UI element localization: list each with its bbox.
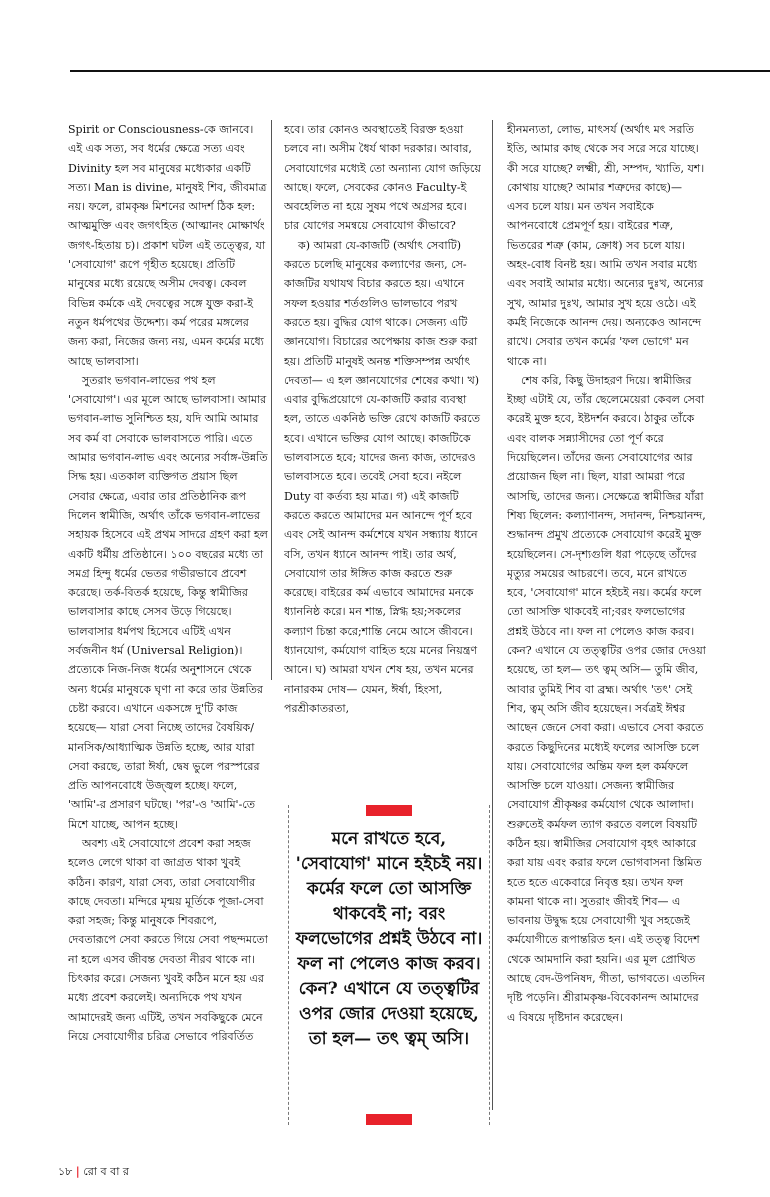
article-column-1	[68, 120, 268, 1110]
paragraph: সুতরাং ভগবান-লাভের পথ হল 'সেবাযোগ'। এর মূলে আছে ভালবাসা। আমার ভগবান-লাভ সুনিশ্চিত হয়, যদি আমি আমার সব কর্ম বা সেবাকে ভালবাসতে পারি। এতে আমার ভগবান-লাভ এবং অন্যের সর্বাঙ্গ-উন্নতি সিদ্ধ হয়। এতকাল ব্যক্তিগত প্রয়াস ছিল সেবার ক্ষেত্রে, এবার তার প্রতিষ্ঠানিক রূপ দিলেন স্বামীজি, অর্থাৎ তাঁকে ভগবান-লাভের সহায়ক হিসেবে এই প্রথম সাদরে গ্রহণ করা হল একটি ধর্মীয় প্রতিষ্ঠানে। ১০০ বছরের মধ্যে তা সমগ্র হিন্দু ধর্মের ভেতর গভীরভাবে প্রবেশ করেছে। তর্ক-বিতর্ক হয়েছে, কিন্তু স্বামীজির ভালবাসার কাছে সেসব উড়ে গিয়েছে। ভালবাসার ধর্মপথ হিসেবে এটিই এখন সর্বজনীন ধর্ম (Universal Religion)। প্রত্যেকে নিজ-নিজ ধর্মের অনুশাসনে থেকে অন্য ধর্মের মানুষকে ঘৃণা না করে তার উন্নতির চেষ্টা করবে। এখানে একসঙ্গে দু'টি কাজ হয়েছে— যারা সেবা নিচ্ছে তাদের বৈষয়িক/মানসিক/আধ্যাত্মিক উন্নতি হচ্ছে, আর যারা সেবা করছে, তারা ঈর্ষা, দ্বেষ ভুলে পরস্পরের প্রতি আপনবোধে উজ্জ্বল হচ্ছে। ফলে, 'আমি'-র প্রসারণ ঘটছে। 'পর'-ও 'আমি'-তে মিশে যাচ্ছে, আপন হচ্ছে।	[68, 373, 268, 831]
column-divider	[271, 120, 272, 680]
article-column-3	[507, 120, 707, 1110]
column-divider	[492, 120, 493, 1110]
page-number: ১৮	[58, 1165, 73, 1178]
paragraph: অবশ্য এই সেবাযোগে প্রবেশ করা সহজ হলেও লেগে থাকা বা জাগ্রত থাকা খুবই কঠিন। কারণ, যারা সেব্য, তারা সেবাযোগীর কাছে দেবতা। মন্দিরে মৃন্ময় মূর্তিকে পূজা-সেবা করা সহজ; কিন্তু মানুষকে শিবরূপে, দেবতারূপে সেবা করতে গিয়ে সেবা পছন্দমতো না হলে এসব জীবন্ত দেবতা নীরব থাকে না। চিৎকার করে। সেজন্য খুবই কঠিন মনে হয় এর মধ্যে প্রবেশ করলেই। অন্যদিকে পথ যখন আমাদেরই জন্য এটিই, তখন সবকিছুকে মেনে নিয়ে সেবাযোগীর চরিত্র সেভাবে পরিবর্তিত	[68, 836, 268, 1043]
pull-quote-top-bar	[366, 805, 412, 816]
article-column-2	[284, 120, 484, 790]
paragraph: হীনমন্যতা, লোভ, মাৎসর্য (অর্থাৎ মৎ সরতি ইতি, আমার কাছ থেকে সব সরে সরে যাচ্ছে। কী সরে যাচ্ছে? লক্ষ্মী, শ্রী, সম্পদ, খ্যাতি, যশ। কোথায় যাচ্ছে? আমার শত্রুদের কাছে)— এসব চলে যায়। মন তখন সবাইকে আপনবোধে প্রেমপূর্ণ হয়। বাইরের শত্রু, ভিতরের শত্রু (কাম, ক্রোধ) সব চলে যায়। অহং-বোধ বিনষ্ট হয়। আমি তখন সবার মধ্যে এবং সবাই আমার মধ্যে। অন্যের দুঃখ, অন্যের সুখ, আমার দুঃখ, আমার সুখ হয়ে ওঠে। এই কর্মই নিজেকে আনন্দ দেয়। অন্যকেও আনন্দে রাখে। সেবার তখন কর্মের 'ফল ভোগে' মন থাকে না।	[507, 123, 705, 368]
header-rule	[70, 70, 770, 72]
magazine-name: রো ব বা র	[83, 1165, 129, 1178]
footer-separator: |	[75, 1165, 80, 1178]
pull-quote-text: মনে রাখতে হবে, 'সেবাযোগ' মানে হইচই নয়। কর্মের ফলে তো আসক্তি থাকবেই না; বরং ফলভোগের প্রশ্নই উঠবে না। ফল না পেলেও কাজ করব। কেন? এখানে যে তত্ত্বটির ওপর জোর দেওয়া হয়েছে, তা হল— তৎ ত্বম্‌ অসি।	[295, 829, 483, 1049]
paragraph: Spirit or Consciousness-কে জানবে। এই এক সত্য, সব ধর্মের ক্ষেত্রে সত্য এবং Divinity হল সব মানুষের মধ্যেকার একটি সত্য। Man is divine, মানুষই শিব, জীবমাত্র নয়। ফলে, রামকৃষ্ণ মিশনের আদর্শ ঠিক হল: আত্মমুক্তি এবং জগৎহিত (আত্মানং মোক্ষার্থং জগৎ-হিতায় চ)। প্রকাশ ঘটল এই তত্ত্বের, যা 'সেবাযোগ' রূপে গৃহীত হয়েছে। প্রতিটি মানুষের মধ্যে রয়েছে অসীম দেবত্ব। কেবল বিভিন্ন কর্মকে এই দেবত্বের সঙ্গে যুক্ত করা-ই নতুন ধর্মপথের উদ্দেশ্য। কর্ম পরের মঙ্গলের জন্য করা, নিজের জন্য নয়, এমন কর্মের মধ্যে আছে ভালবাসা।	[68, 123, 267, 368]
pull-quote-box	[288, 805, 490, 1125]
paragraph: শেষ করি, কিছু উদাহরণ দিয়ে। স্বামীজির ইচ্ছা এটাই যে, তাঁর ছেলেমেয়েরা কেবল সেবা করেই মুক্ত হবে, ইষ্টদর্শন করবে। ঠাকুর তাঁকে এবং বালক সন্ন্যাসীদের তো পূর্ণ করে দিয়েছিলেন। তাঁদের জন্য সেবাযোগের আর প্রয়োজন ছিল না। ছিল, যারা আমরা পরে আসছি, তাদের জন্য। সেক্ষেত্রে স্বামীজির যাঁরা শিষ্য ছিলেন: কল্যাণানন্দ, সদানন্দ, নিশ্চয়ানন্দ, শুদ্ধানন্দ প্রমুখ প্রত্যেকে সেবাযোগ করেই মুক্ত হয়েছিলেন। সে-দৃশ্যগুলি ধরা পড়েছে তাঁদের মৃত্যুর সময়ের আচরণে। তবে, মনে রাখতে হবে, 'সেবাযোগ' মানে হইচই নয়। কর্মের ফলে তো আসক্তি থাকবেই না;বরং ফলভোগের প্রশ্নই উঠবে না। ফল না পেলেও কাজ করব। কেন? এখানে যে তত্ত্বটির ওপর জোর দেওয়া হয়েছে, তা হল— তৎ ত্বম্‌ অসি— তুমি জীব, আবার তুমিই শিব বা ব্রহ্ম। অর্থাৎ 'তৎ' সেই শিব, ত্বম্‌ অসি জীব হয়েছেন। সর্বত্রই ঈশ্বর আছেন জেনে সেবা করা। এভাবে সেবা করতে করতে কিছুদিনের মধ্যেই ফলের আসক্তি চলে যায়। সেবাযোগের অন্তিম ফল হল কর্মফলে আসক্তি চলে যাওয়া। সেজন্য স্বামীজির সেবাযোগ শ্রীকৃষ্ণর কর্মযোগ থেকে আলাদা। শুরুতেই কর্মফল ত্যাগ করতে বললে বিষয়টি কঠিন হয়। স্বামীজির সেবাযোগ বৃহৎ আকারে করা যায় এবং করার ফলে ভোগবাসনা স্তিমিত হতে হতে একেবারে নিবৃত্ত হয়। তখন ফল কামনা থাকে না। সুতরাং জীবই শিব— এ ভাবনায় উদ্বুদ্ধ হয়ে সেবাযোগী খুব সহজেই কর্মযোগীতে রূপান্তরিত হন। এই তত্ত্ব বিদেশ থেকে আমদানি করা হয়নি। এর মূল প্রোথিত আছে বেদ-উপনিষদ, গীতা, ভাগবতে। এতদিন দৃষ্টি পড়েনি। শ্রীরামকৃষ্ণ-বিবেকানন্দ আমাদের এ বিষয়ে দৃষ্টিদান করেছেন।	[507, 373, 706, 1024]
page-footer	[58, 1163, 129, 1182]
pull-quote-bottom-bar	[366, 1114, 412, 1125]
paragraph: হবে। তার কোনও অবস্থাতেই বিরক্ত হওয়া চলবে না। অসীম ধৈর্য থাকা দরকার। আবার, সেবাযোগের মধ্যেই তো অন্যান্য যোগ জড়িয়ে আছে। ফলে, সেবকের কোনও Faculty-ই অবহেলিত না হয়ে সুষম পথে অগ্রসর হবে। চার যোগের সমন্বয়ে সেবাযোগ কীভাবে?	[284, 123, 481, 233]
paragraph: ক) আমরা যে-কাজটি (অর্থাৎ সেবাটি) করতে চলেছি মানুষের কল্যাণের জন্য, সে-কাজটির যথাযথ বিচার করতে হয়। এখানে সফল হওয়ার শর্তগুলিও ভালভাবে পরখ করতে হয়। বুদ্ধির যোগ থাকে। সেজন্য এটি জ্ঞানযোগ। বিচারের অপেক্ষায় কাজ শুরু করা হয়। প্রতিটি মানুষই অনন্ত শক্তিসম্পন্ন অর্থাৎ দেবতা— এ হল জ্ঞানযোগের শেষের কথা। খ) এবার বুদ্ধিপ্রয়োগে যে-কাজটি করার ব্যবস্থা হল, তাতে একনিষ্ঠ ভক্তি রেখে কাজটি করতে হবে। এখানে ভক্তির যোগ আছে। কাজটিকে ভালবাসতে হবে; যাদের জন্য কাজ, তাদেরও ভালবাসতে হবে। তবেই সেবা হবে। নইলে Duty বা কর্তব্য হয় মাত্র। গ) এই কাজটি করতে করতে আমাদের মন আনন্দে পূর্ণ হবে এবং সেই আনন্দ কর্মশেষে যখন সন্ধ্যায় ধ্যানে বসি, তখন ধ্যানে আনন্দ পাই। তার অর্থ, সেবাযোগ তার ঈঙ্গিত কাজ করতে শুরু করেছে। বাইরের কর্ম এভাবে আমাদের মনকে ধ্যাননিষ্ঠ করে। মন শান্ত, স্নিগ্ধ হয়;সকলের কল্যাণ চিন্তা করে;শান্তি নেমে আসে জীবনে। ধ্যানযোগ, কর্মযোগ বাহিত হয়ে মনের নিয়ন্ত্রণ আনে। ঘ) আমরা যখন শেষ হয়, তখন মনের নানারকম দোষ— যেমন, ঈর্ষা, হিংসা, পরশ্রীকাতরতা,	[284, 238, 480, 715]
